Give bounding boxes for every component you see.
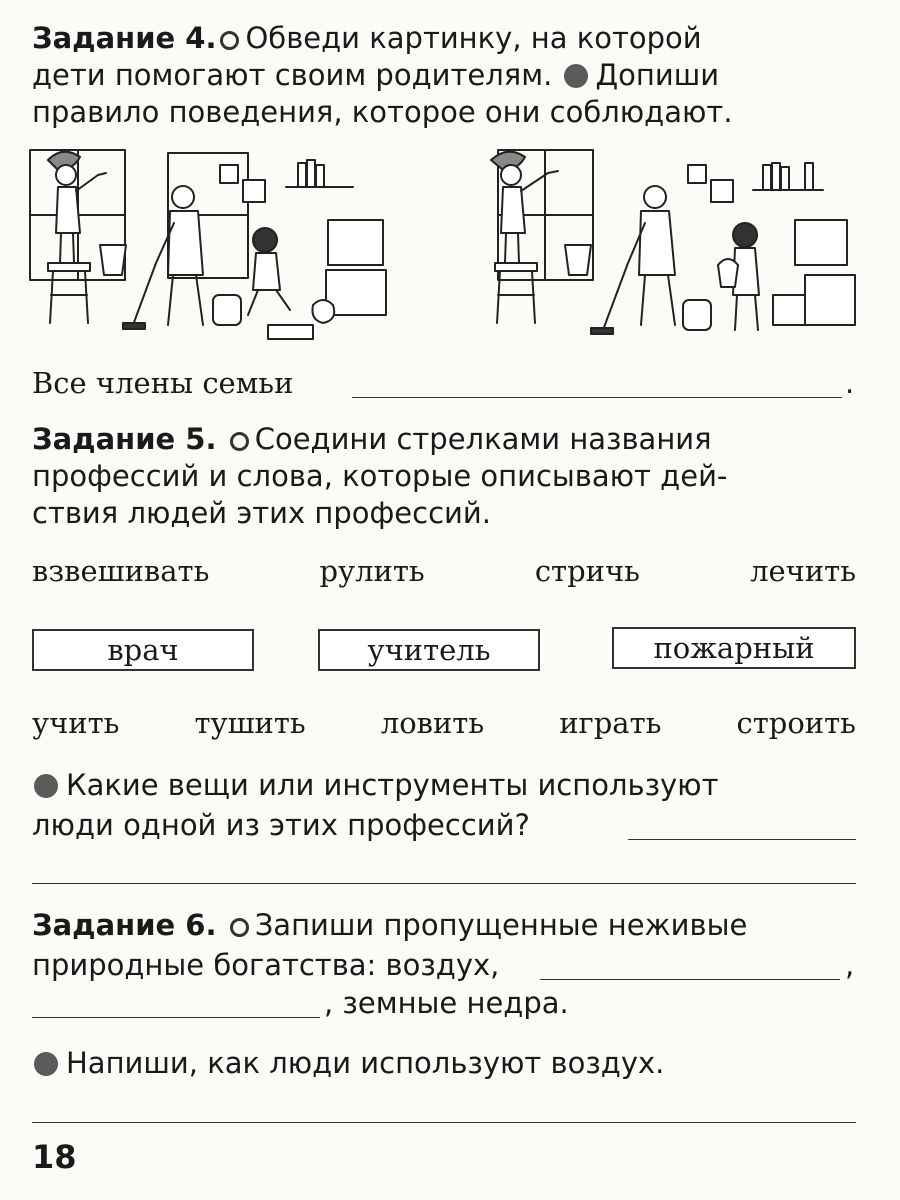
task6-blank-2[interactable]: [32, 1017, 320, 1018]
task5-line2: профессий и слова, которые описывают дей-: [32, 459, 728, 493]
task4-line1: [32, 20, 702, 56]
task4-answer-period: .: [845, 366, 855, 400]
bucket-icon: [565, 245, 591, 275]
vacuum-nozzle-icon: [591, 328, 613, 334]
profession-box-doctor[interactable]: врач: [32, 629, 254, 671]
monitor-icon: [795, 220, 847, 265]
box-icon: [773, 295, 805, 325]
task4-answer-line[interactable]: [352, 397, 842, 398]
verb-word[interactable]: ловить: [380, 706, 485, 740]
task6-instruction-1: Запиши пропущенные неживые: [254, 908, 748, 942]
girl-head-icon: [501, 165, 521, 185]
cupboard-icon: [805, 275, 855, 325]
toy-cat-icon: [718, 259, 738, 287]
girl-head-icon: [56, 165, 76, 185]
vacuum-nozzle-icon: [123, 323, 145, 329]
frame-icon-2: [243, 180, 265, 202]
task6-blank-1[interactable]: [540, 979, 840, 980]
task5-instruction-1: Соедини стрелками названия: [254, 422, 712, 456]
task4-line2: [32, 57, 719, 93]
verbs-bottom-row: [32, 705, 856, 741]
profession-box-teacher[interactable]: учитель: [318, 629, 540, 671]
task4-instruction-1: Обведи картинку, на которой: [245, 21, 702, 55]
task6-label: Задание 6.: [32, 908, 217, 942]
task5-answer-line-1[interactable]: [628, 839, 856, 840]
desk-icon: [326, 270, 386, 315]
task6-line1: [32, 907, 747, 943]
page-number: 18: [32, 1138, 77, 1176]
frame-icon-2: [711, 180, 733, 202]
verb-word[interactable]: стричь: [534, 554, 640, 588]
task5-label: Задание 5.: [32, 422, 217, 456]
boy-head-icon: [733, 223, 757, 247]
basic-level-circle-icon: [230, 918, 249, 937]
verb-word[interactable]: лечить: [750, 554, 856, 588]
verb-word[interactable]: играть: [559, 706, 662, 740]
stool-icon: [48, 263, 90, 271]
boy-head-icon: [253, 228, 277, 252]
man-head-icon: [644, 186, 666, 208]
advanced-level-circle-icon: [34, 774, 58, 798]
task4-answer-prefix: Все члены семьи: [32, 366, 294, 400]
verb-word[interactable]: учить: [32, 706, 120, 740]
task5-question-line1: [32, 767, 718, 803]
task4-instruction-2: дети помогают своим родителям.: [32, 58, 553, 92]
verb-word[interactable]: тушить: [194, 706, 306, 740]
basic-level-circle-icon: [230, 432, 249, 451]
bucket-icon: [100, 245, 126, 275]
family-illustrations: [28, 145, 858, 360]
vacuum-icon: [683, 300, 711, 330]
task4-label: Задание 4.: [32, 21, 217, 55]
verb-word[interactable]: строить: [736, 706, 856, 740]
advanced-level-circle-icon: [564, 64, 588, 88]
profession-box-firefighter[interactable]: пожарный: [612, 627, 856, 669]
verb-word[interactable]: взвешивать: [32, 554, 210, 588]
open-book-icon: [268, 325, 313, 339]
task5-line3: ствия людей этих профессий.: [32, 496, 491, 530]
task4-instruction-3: Допиши: [595, 58, 720, 92]
verbs-top-row: [32, 553, 856, 589]
frame-icon: [688, 165, 706, 183]
stool-icon: [495, 263, 537, 271]
picture-right[interactable]: [491, 150, 855, 334]
task5-answer-line-2[interactable]: [32, 883, 856, 884]
task5-line1: [32, 421, 712, 457]
verb-word[interactable]: рулить: [319, 554, 425, 588]
basic-level-circle-icon: [220, 31, 239, 50]
task4-line3: правило поведения, которое они соблюдают.: [32, 95, 733, 129]
monitor-icon: [328, 220, 383, 265]
cat-icon: [312, 300, 334, 323]
task5-question-1: Какие вещи или инструменты используют: [66, 768, 719, 802]
task6-line2: природные богатства: воздух,: [32, 948, 500, 982]
frame-icon: [220, 165, 238, 183]
task6-question: Напиши, как люди используют воздух.: [66, 1046, 665, 1080]
task6-line3: , земные недра.: [324, 986, 569, 1020]
vacuum-icon: [213, 295, 241, 325]
man-head-icon: [172, 186, 194, 208]
picture-left[interactable]: [30, 150, 386, 339]
advanced-level-circle-icon: [34, 1052, 58, 1076]
task6-comma: ,: [845, 948, 855, 982]
task6-answer-line[interactable]: [32, 1122, 856, 1123]
task6-question-line: [32, 1045, 664, 1081]
task5-question-line2: люди одной из этих профессий?: [32, 808, 530, 842]
